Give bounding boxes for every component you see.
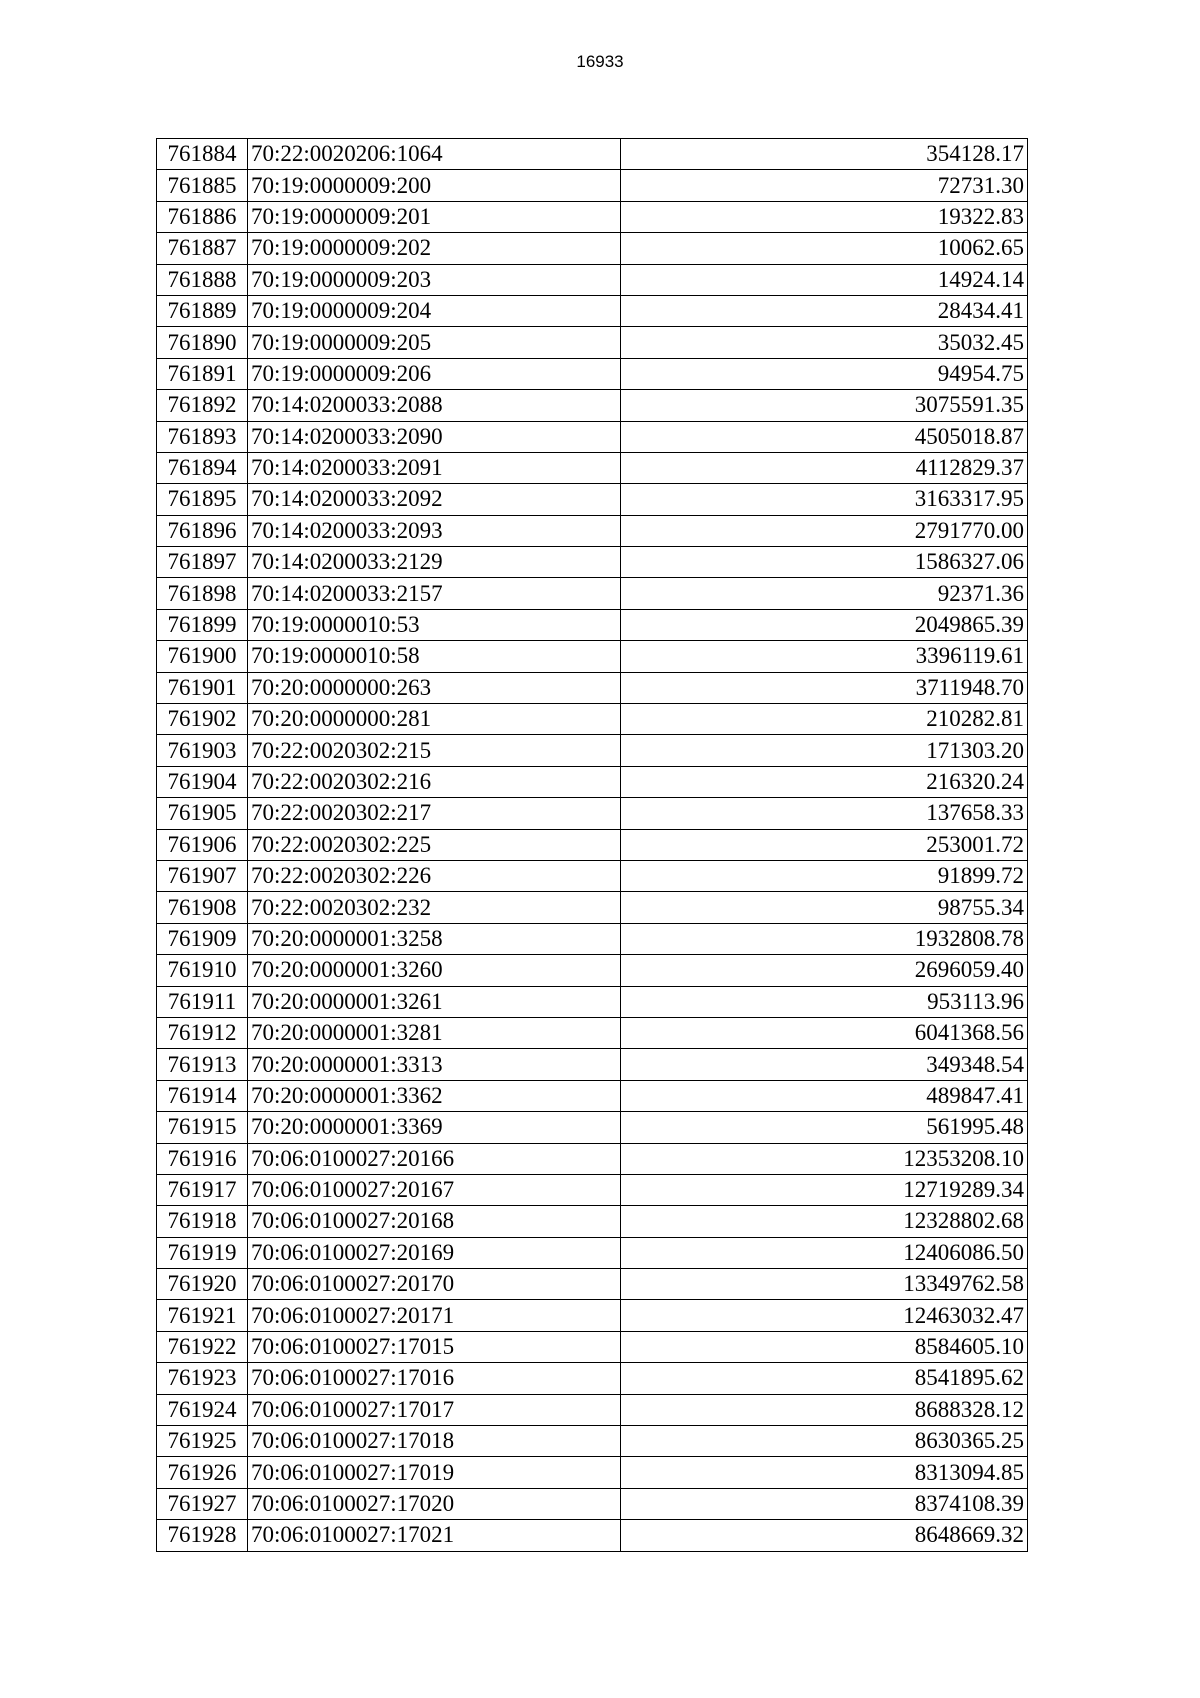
cadastral-value-cell: 953113.96	[621, 986, 1028, 1017]
row-number-cell: 761920	[157, 1269, 248, 1300]
row-number-cell: 761922	[157, 1331, 248, 1362]
cadastral-value-cell: 137658.33	[621, 798, 1028, 829]
table-row	[157, 452, 1028, 483]
row-number-cell: 761899	[157, 609, 248, 640]
cadastral-value-cell: 8374108.39	[621, 1488, 1028, 1519]
table-row	[157, 829, 1028, 860]
row-number-cell: 761894	[157, 452, 248, 483]
row-number-cell: 761912	[157, 1017, 248, 1048]
table-row	[157, 641, 1028, 672]
cadastral-number-cell: 70:19:0000009:203	[248, 264, 621, 295]
row-number-cell: 761886	[157, 201, 248, 232]
cadastral-value-cell: 349348.54	[621, 1049, 1028, 1080]
table-row	[157, 1049, 1028, 1080]
row-number-cell: 761919	[157, 1237, 248, 1268]
cadastral-value-cell: 3163317.95	[621, 484, 1028, 515]
cadastral-value-cell: 2696059.40	[621, 955, 1028, 986]
table-row	[157, 1520, 1028, 1551]
cadastral-value-cell: 92371.36	[621, 578, 1028, 609]
cadastral-number-cell: 70:20:0000001:3260	[248, 955, 621, 986]
cadastral-number-cell: 70:22:0020302:217	[248, 798, 621, 829]
row-number-cell: 761910	[157, 955, 248, 986]
table-body	[157, 139, 1028, 1552]
cadastral-number-cell: 70:20:0000000:263	[248, 672, 621, 703]
row-number-cell: 761906	[157, 829, 248, 860]
cadastral-number-cell: 70:22:0020302:216	[248, 766, 621, 797]
cadastral-value-cell: 10062.65	[621, 233, 1028, 264]
cadastral-value-cell: 28434.41	[621, 295, 1028, 326]
table-row	[157, 1206, 1028, 1237]
row-number-cell: 761889	[157, 295, 248, 326]
row-number-cell: 761884	[157, 139, 248, 170]
table-row	[157, 358, 1028, 389]
cadastral-number-cell: 70:14:0200033:2092	[248, 484, 621, 515]
cadastral-value-cell: 12328802.68	[621, 1206, 1028, 1237]
cadastral-number-cell: 70:19:0000009:200	[248, 170, 621, 201]
row-number-cell: 761896	[157, 515, 248, 546]
table-row	[157, 1174, 1028, 1205]
table-row	[157, 1488, 1028, 1519]
table-row	[157, 1080, 1028, 1111]
cadastral-number-cell: 70:20:0000001:3369	[248, 1112, 621, 1143]
table-row	[157, 295, 1028, 326]
row-number-cell: 761916	[157, 1143, 248, 1174]
page-number: 16933	[576, 52, 624, 71]
cadastral-number-cell: 70:19:0000009:202	[248, 233, 621, 264]
row-number-cell: 761892	[157, 390, 248, 421]
table-row	[157, 515, 1028, 546]
table-row	[157, 1457, 1028, 1488]
cadastral-value-cell: 12406086.50	[621, 1237, 1028, 1268]
row-number-cell: 761909	[157, 923, 248, 954]
row-number-cell: 761891	[157, 358, 248, 389]
table-row	[157, 609, 1028, 640]
cadastral-value-cell: 4505018.87	[621, 421, 1028, 452]
row-number-cell: 761890	[157, 327, 248, 358]
row-number-cell: 761915	[157, 1112, 248, 1143]
cadastral-number-cell: 70:06:0100027:20171	[248, 1300, 621, 1331]
table-row	[157, 547, 1028, 578]
cadastral-number-cell: 70:20:0000001:3313	[248, 1049, 621, 1080]
cadastral-number-cell: 70:19:0000009:201	[248, 201, 621, 232]
table-row	[157, 955, 1028, 986]
cadastral-value-cell: 1586327.06	[621, 547, 1028, 578]
cadastral-value-cell: 13349762.58	[621, 1269, 1028, 1300]
cadastral-number-cell: 70:20:0000001:3281	[248, 1017, 621, 1048]
cadastral-number-cell: 70:06:0100027:20170	[248, 1269, 621, 1300]
cadastral-value-cell: 14924.14	[621, 264, 1028, 295]
cadastral-number-cell: 70:06:0100027:17017	[248, 1394, 621, 1425]
cadastral-value-cell: 91899.72	[621, 860, 1028, 891]
table-row	[157, 1300, 1028, 1331]
table-row	[157, 1237, 1028, 1268]
table-row	[157, 672, 1028, 703]
cadastral-number-cell: 70:06:0100027:17019	[248, 1457, 621, 1488]
table-row	[157, 421, 1028, 452]
cadastral-number-cell: 70:22:0020206:1064	[248, 139, 621, 170]
table-row	[157, 766, 1028, 797]
table-row	[157, 201, 1028, 232]
cadastral-value-cell: 12719289.34	[621, 1174, 1028, 1205]
row-number-cell: 761911	[157, 986, 248, 1017]
cadastral-number-cell: 70:19:0000009:204	[248, 295, 621, 326]
cadastral-number-cell: 70:06:0100027:17021	[248, 1520, 621, 1551]
cadastral-number-cell: 70:06:0100027:17018	[248, 1426, 621, 1457]
row-number-cell: 761918	[157, 1206, 248, 1237]
row-number-cell: 761907	[157, 860, 248, 891]
table-row	[157, 892, 1028, 923]
table-row	[157, 704, 1028, 735]
row-number-cell: 761924	[157, 1394, 248, 1425]
cadastral-number-cell: 70:20:0000001:3362	[248, 1080, 621, 1111]
cadastral-value-cell: 8313094.85	[621, 1457, 1028, 1488]
cadastral-value-cell: 1932808.78	[621, 923, 1028, 954]
cadastral-number-cell: 70:14:0200033:2157	[248, 578, 621, 609]
cadastral-number-cell: 70:14:0200033:2093	[248, 515, 621, 546]
row-number-cell: 761923	[157, 1363, 248, 1394]
cadastral-value-cell: 98755.34	[621, 892, 1028, 923]
cadastral-value-cell: 8688328.12	[621, 1394, 1028, 1425]
row-number-cell: 761887	[157, 233, 248, 264]
cadastral-value-cell: 12463032.47	[621, 1300, 1028, 1331]
cadastral-value-cell: 253001.72	[621, 829, 1028, 860]
cadastral-number-cell: 70:19:0000010:53	[248, 609, 621, 640]
cadastral-number-cell: 70:20:0000001:3261	[248, 986, 621, 1017]
cadastral-number-cell: 70:06:0100027:20168	[248, 1206, 621, 1237]
table-row	[157, 390, 1028, 421]
cadastral-value-cell: 8648669.32	[621, 1520, 1028, 1551]
cadastral-value-cell: 216320.24	[621, 766, 1028, 797]
row-number-cell: 761925	[157, 1426, 248, 1457]
cadastral-value-cell: 561995.48	[621, 1112, 1028, 1143]
cadastral-value-cell: 354128.17	[621, 139, 1028, 170]
cadastral-number-cell: 70:22:0020302:215	[248, 735, 621, 766]
table-row	[157, 798, 1028, 829]
row-number-cell: 761927	[157, 1488, 248, 1519]
cadastral-number-cell: 70:22:0020302:225	[248, 829, 621, 860]
table-row	[157, 1363, 1028, 1394]
cadastral-value-cell: 3396119.61	[621, 641, 1028, 672]
table-row	[157, 484, 1028, 515]
cadastral-number-cell: 70:14:0200033:2129	[248, 547, 621, 578]
cadastral-number-cell: 70:20:0000001:3258	[248, 923, 621, 954]
table-row	[157, 923, 1028, 954]
cadastral-number-cell: 70:06:0100027:17016	[248, 1363, 621, 1394]
cadastral-number-cell: 70:14:0200033:2088	[248, 390, 621, 421]
cadastral-number-cell: 70:22:0020302:226	[248, 860, 621, 891]
table-row	[157, 233, 1028, 264]
table-row	[157, 1394, 1028, 1425]
cadastral-number-cell: 70:22:0020302:232	[248, 892, 621, 923]
cadastral-value-cell: 3075591.35	[621, 390, 1028, 421]
table-row	[157, 170, 1028, 201]
table-row	[157, 1269, 1028, 1300]
cadastral-value-cell: 72731.30	[621, 170, 1028, 201]
cadastral-number-cell: 70:06:0100027:20166	[248, 1143, 621, 1174]
table-row	[157, 986, 1028, 1017]
row-number-cell: 761885	[157, 170, 248, 201]
cadastral-value-cell: 8630365.25	[621, 1426, 1028, 1457]
table-row	[157, 1112, 1028, 1143]
row-number-cell: 761914	[157, 1080, 248, 1111]
cadastral-number-cell: 70:06:0100027:20169	[248, 1237, 621, 1268]
cadastral-value-cell: 35032.45	[621, 327, 1028, 358]
table-row	[157, 578, 1028, 609]
row-number-cell: 761898	[157, 578, 248, 609]
row-number-cell: 761888	[157, 264, 248, 295]
cadastral-value-cell: 171303.20	[621, 735, 1028, 766]
table-row	[157, 264, 1028, 295]
cadastral-number-cell: 70:14:0200033:2091	[248, 452, 621, 483]
cadastral-value-table	[156, 138, 1028, 1552]
cadastral-value-cell: 8584605.10	[621, 1331, 1028, 1362]
row-number-cell: 761928	[157, 1520, 248, 1551]
row-number-cell: 761893	[157, 421, 248, 452]
cadastral-value-cell: 489847.41	[621, 1080, 1028, 1111]
cadastral-value-cell: 19322.83	[621, 201, 1028, 232]
cadastral-value-cell: 12353208.10	[621, 1143, 1028, 1174]
row-number-cell: 761905	[157, 798, 248, 829]
cadastral-number-cell: 70:06:0100027:20167	[248, 1174, 621, 1205]
cadastral-value-cell: 2791770.00	[621, 515, 1028, 546]
row-number-cell: 761926	[157, 1457, 248, 1488]
cadastral-number-cell: 70:19:0000009:206	[248, 358, 621, 389]
cadastral-number-cell: 70:06:0100027:17015	[248, 1331, 621, 1362]
cadastral-number-cell: 70:14:0200033:2090	[248, 421, 621, 452]
table-row	[157, 1331, 1028, 1362]
table-row	[157, 1426, 1028, 1457]
row-number-cell: 761913	[157, 1049, 248, 1080]
table-row	[157, 327, 1028, 358]
cadastral-number-cell: 70:19:0000009:205	[248, 327, 621, 358]
table-row	[157, 139, 1028, 170]
cadastral-value-cell: 94954.75	[621, 358, 1028, 389]
table-row	[157, 1143, 1028, 1174]
row-number-cell: 761904	[157, 766, 248, 797]
row-number-cell: 761908	[157, 892, 248, 923]
table-row	[157, 860, 1028, 891]
row-number-cell: 761917	[157, 1174, 248, 1205]
cadastral-value-cell: 4112829.37	[621, 452, 1028, 483]
row-number-cell: 761903	[157, 735, 248, 766]
row-number-cell: 761902	[157, 704, 248, 735]
table-row	[157, 1017, 1028, 1048]
cadastral-value-cell: 8541895.62	[621, 1363, 1028, 1394]
cadastral-value-cell: 3711948.70	[621, 672, 1028, 703]
row-number-cell: 761900	[157, 641, 248, 672]
row-number-cell: 761901	[157, 672, 248, 703]
row-number-cell: 761921	[157, 1300, 248, 1331]
cadastral-value-cell: 210282.81	[621, 704, 1028, 735]
cadastral-value-cell: 6041368.56	[621, 1017, 1028, 1048]
cadastral-number-cell: 70:06:0100027:17020	[248, 1488, 621, 1519]
row-number-cell: 761895	[157, 484, 248, 515]
cadastral-number-cell: 70:19:0000010:58	[248, 641, 621, 672]
cadastral-number-cell: 70:20:0000000:281	[248, 704, 621, 735]
row-number-cell: 761897	[157, 547, 248, 578]
cadastral-value-cell: 2049865.39	[621, 609, 1028, 640]
table-row	[157, 735, 1028, 766]
